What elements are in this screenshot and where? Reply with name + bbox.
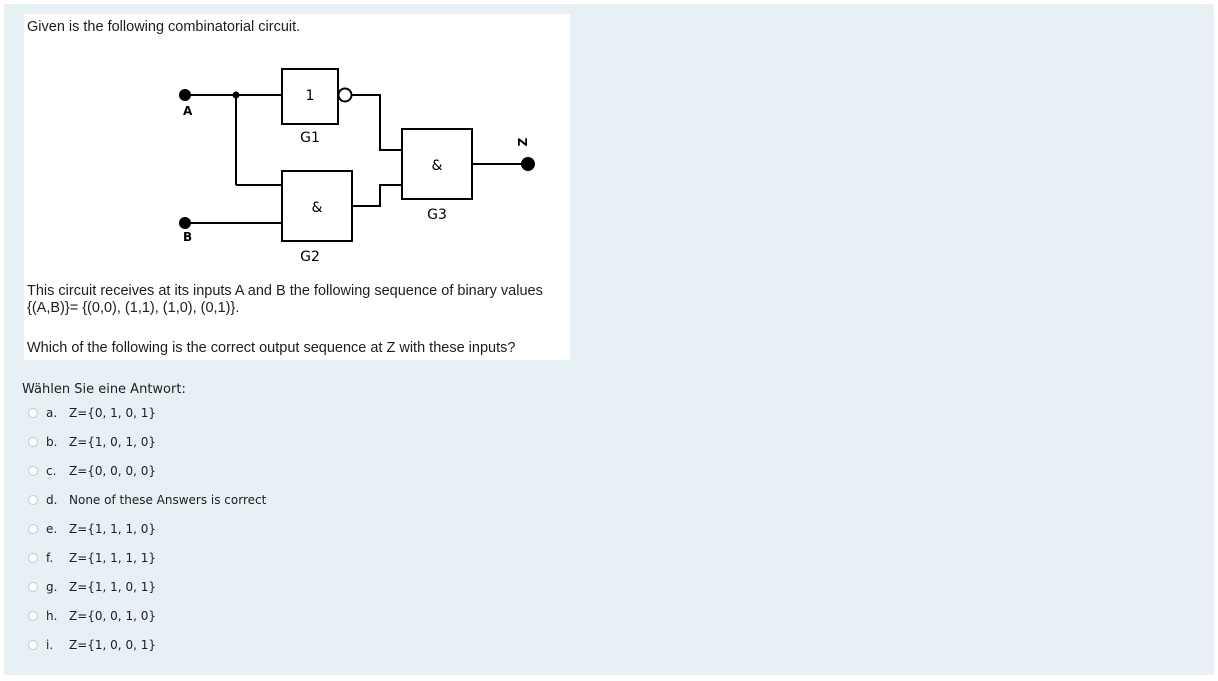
answer-letter: a.	[46, 406, 58, 420]
junction-dot	[233, 92, 240, 99]
g1-symbol: 1	[305, 88, 315, 104]
label-a: A	[183, 104, 193, 118]
answer-text: Z={0, 0, 1, 0}	[69, 609, 156, 623]
radio-button[interactable]	[28, 640, 38, 650]
answer-option-h[interactable]	[28, 607, 388, 625]
label-z: Z	[516, 137, 530, 147]
answer-text: Z={1, 1, 1, 0}	[69, 522, 156, 536]
answer-text: Z={1, 1, 1, 1}	[69, 551, 156, 565]
question-text-box	[24, 14, 570, 360]
wire-g2-to-g3	[352, 185, 402, 206]
answer-prompt: Wählen Sie eine Antwort:	[22, 382, 186, 397]
question-description-line2: {(A,B)}= {(0,0), (1,1), (1,0), (0,1)}.	[27, 300, 240, 316]
question-intro: Given is the following combinatorial circuit.	[27, 19, 301, 35]
radio-button[interactable]	[28, 553, 38, 563]
g2-name: G2	[300, 249, 320, 265]
radio-button[interactable]	[28, 466, 38, 476]
radio-button[interactable]	[28, 495, 38, 505]
question-panel	[4, 4, 1214, 675]
answer-letter: d.	[46, 493, 58, 507]
answer-letter: h.	[46, 609, 58, 623]
radio-button[interactable]	[28, 437, 38, 447]
answer-text: Z={0, 1, 0, 1}	[69, 406, 156, 420]
answer-letter: i.	[46, 638, 54, 652]
answer-text: Z={1, 0, 0, 1}	[69, 638, 156, 652]
label-b: B	[183, 230, 193, 244]
g3-symbol: &	[431, 158, 443, 174]
answer-option-a[interactable]	[28, 404, 388, 422]
question-description	[27, 283, 567, 317]
answer-text: Z={1, 1, 0, 1}	[69, 580, 156, 594]
answer-option-b[interactable]	[28, 433, 388, 451]
g2-symbol: &	[311, 200, 323, 216]
answer-option-d[interactable]	[28, 491, 388, 509]
radio-button[interactable]	[28, 408, 38, 418]
terminal-z	[521, 157, 535, 171]
answer-option-i[interactable]	[28, 636, 388, 654]
radio-button[interactable]	[28, 611, 38, 621]
wire-g1-to-g3	[352, 95, 403, 150]
answer-option-f[interactable]	[28, 549, 388, 567]
terminal-a	[179, 89, 191, 101]
answer-letter: c.	[46, 464, 57, 478]
answer-option-c[interactable]	[28, 462, 388, 480]
answer-option-g[interactable]	[28, 578, 388, 596]
answer-text: Z={0, 0, 0, 0}	[69, 464, 156, 478]
answer-option-e[interactable]	[28, 520, 388, 538]
radio-button[interactable]	[28, 524, 38, 534]
answer-text: Z={1, 0, 1, 0}	[69, 435, 156, 449]
g3-name: G3	[427, 207, 447, 223]
answer-text: None of these Answers is correct	[69, 493, 267, 507]
radio-button[interactable]	[28, 582, 38, 592]
answer-letter: e.	[46, 522, 58, 536]
answer-letter: g.	[46, 580, 58, 594]
g1-name: G1	[300, 130, 320, 146]
terminal-b	[179, 217, 191, 229]
answer-letter: f.	[46, 551, 54, 565]
inverter-bubble	[339, 89, 352, 102]
answer-letter: b.	[46, 435, 58, 449]
question-ask: Which of the following is the correct output sequence at Z with these inputs?	[27, 340, 516, 356]
question-description-line1: This circuit receives at its inputs A and B the following sequence of binary values	[27, 283, 543, 299]
